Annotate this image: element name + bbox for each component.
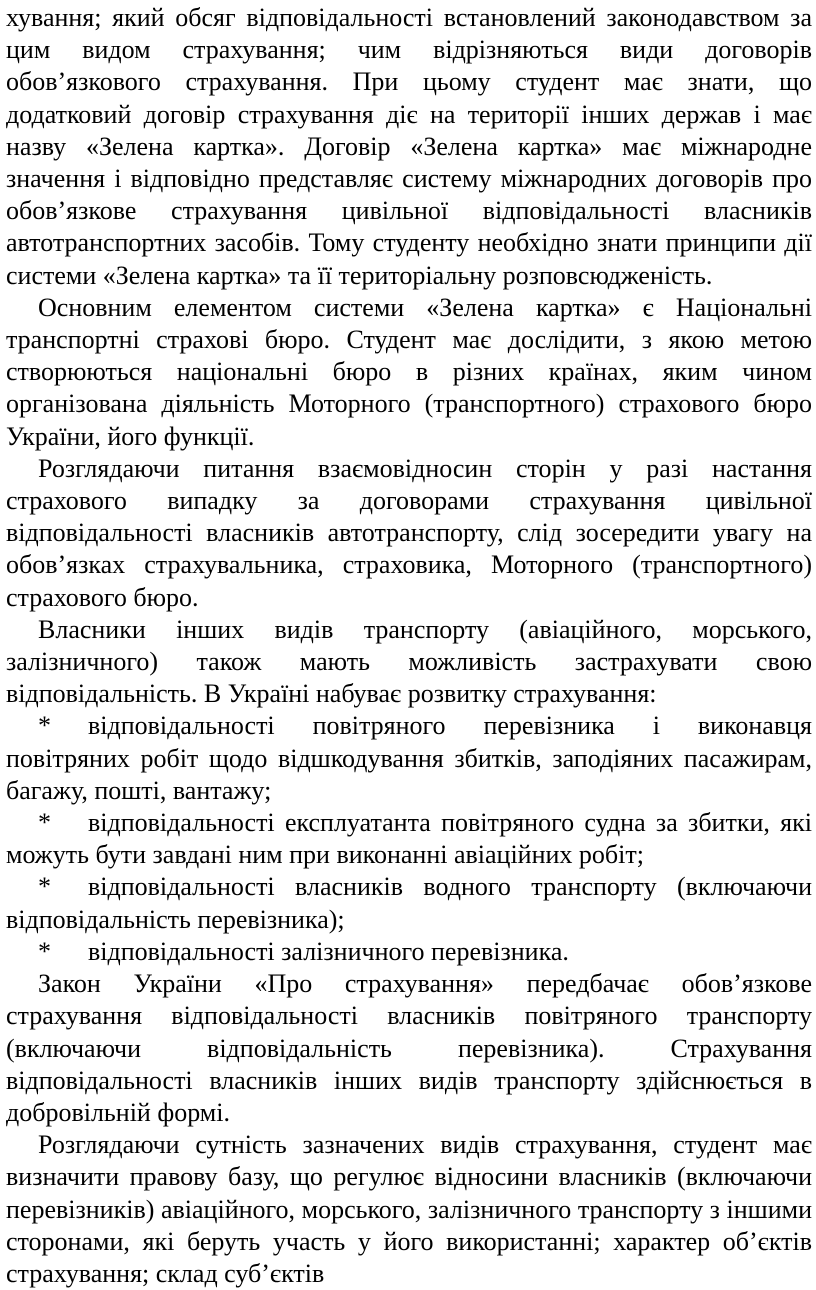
bullet-marker: * — [38, 936, 51, 966]
bullet-text: відповідальності експлуатанта повітряного судна за збитки, які можуть бути завдані ним при виконанні авіаційних робіт; — [6, 808, 812, 870]
paragraph-insurance-law: Закон України «Про страхування» передбачає обов’язкове страхування відповідальності власників повітряного транспорту (включаючи відповідальність перевізника). Страхування відповідальності власників інших видів транспорту здійснюється в добровільній формі. — [6, 969, 812, 1127]
paragraph-other-transport: Власники інших видів транспорту (авіаційного, морського, залізничного) також мають можливість застрахувати свою відповідальність. В Україні набуває розвитку страхування: — [6, 614, 812, 709]
paragraph-continuation: хування; який обсяг відповідальності встановлений законодавством за цим видом страхування; чим відрізняються види договорів обов’язкового страхування. При цьому студент має знати, що додатковий договір страхування діє на території інших держав і має назву «Зелена картка». Договір «Зелена картка» має міжнародне значення і відповідно представляє систему міжнародних договорів про обов’язкове страхування цивільної відповідальності власників автотранспортних засобів. Тому студенту необхідно знати принципи дії системи «Зелена картка» та її територіальну розповсюдженість. — [6, 3, 812, 290]
bullet-text: відповідальності залізничного перевізника. — [88, 936, 569, 966]
bullet-item-railway-carrier — [6, 936, 812, 968]
bullet-text: відповідальності власників водного транспорту (включаючи відповідальність перевізника); — [6, 872, 812, 934]
bullet-marker: * — [38, 872, 51, 902]
bullet-item-water-transport — [6, 871, 812, 935]
bullet-text: відповідальності повітряного перевізника і виконавця повітряних робіт щодо відшкодування збитків, заподіяних пасажирам, багажу, пошті, вантажу; — [6, 711, 812, 805]
bullet-marker: * — [38, 711, 51, 741]
bullet-item-air-carrier — [6, 710, 812, 807]
paragraph-legal-basis: Розглядаючи сутність зазначених видів страхування, студент має визначити правову базу, що регулює відносини власників (включаючи перевізників) авіаційного, морського, залізничного транспорту з іншими сторонами, які беруть участь у його використанні; характер об’єктів страхування; склад суб’єктів — [6, 1130, 812, 1288]
paragraph-party-relations: Розглядаючи питання взаємовідносин сторін у разі настання страхового випадку за договорами страхування цивільної відповідальності власників автотранспорту, слід зосередити увагу на обов’язках страхувальника, страховика, Моторного (транспортного) страхового бюро. — [6, 453, 812, 612]
bullet-marker: * — [38, 808, 51, 838]
paragraph-national-bureaus: Основним елементом системи «Зелена картка» є Національні транспортні страхові бюро. Студент має дослідити, з якою метою створюються національні бюро в різних країнах, яким чином організована діяльність Моторного (транспортного) страхового бюро України, його функції. — [6, 292, 812, 451]
bullet-item-aircraft-operator — [6, 807, 812, 871]
